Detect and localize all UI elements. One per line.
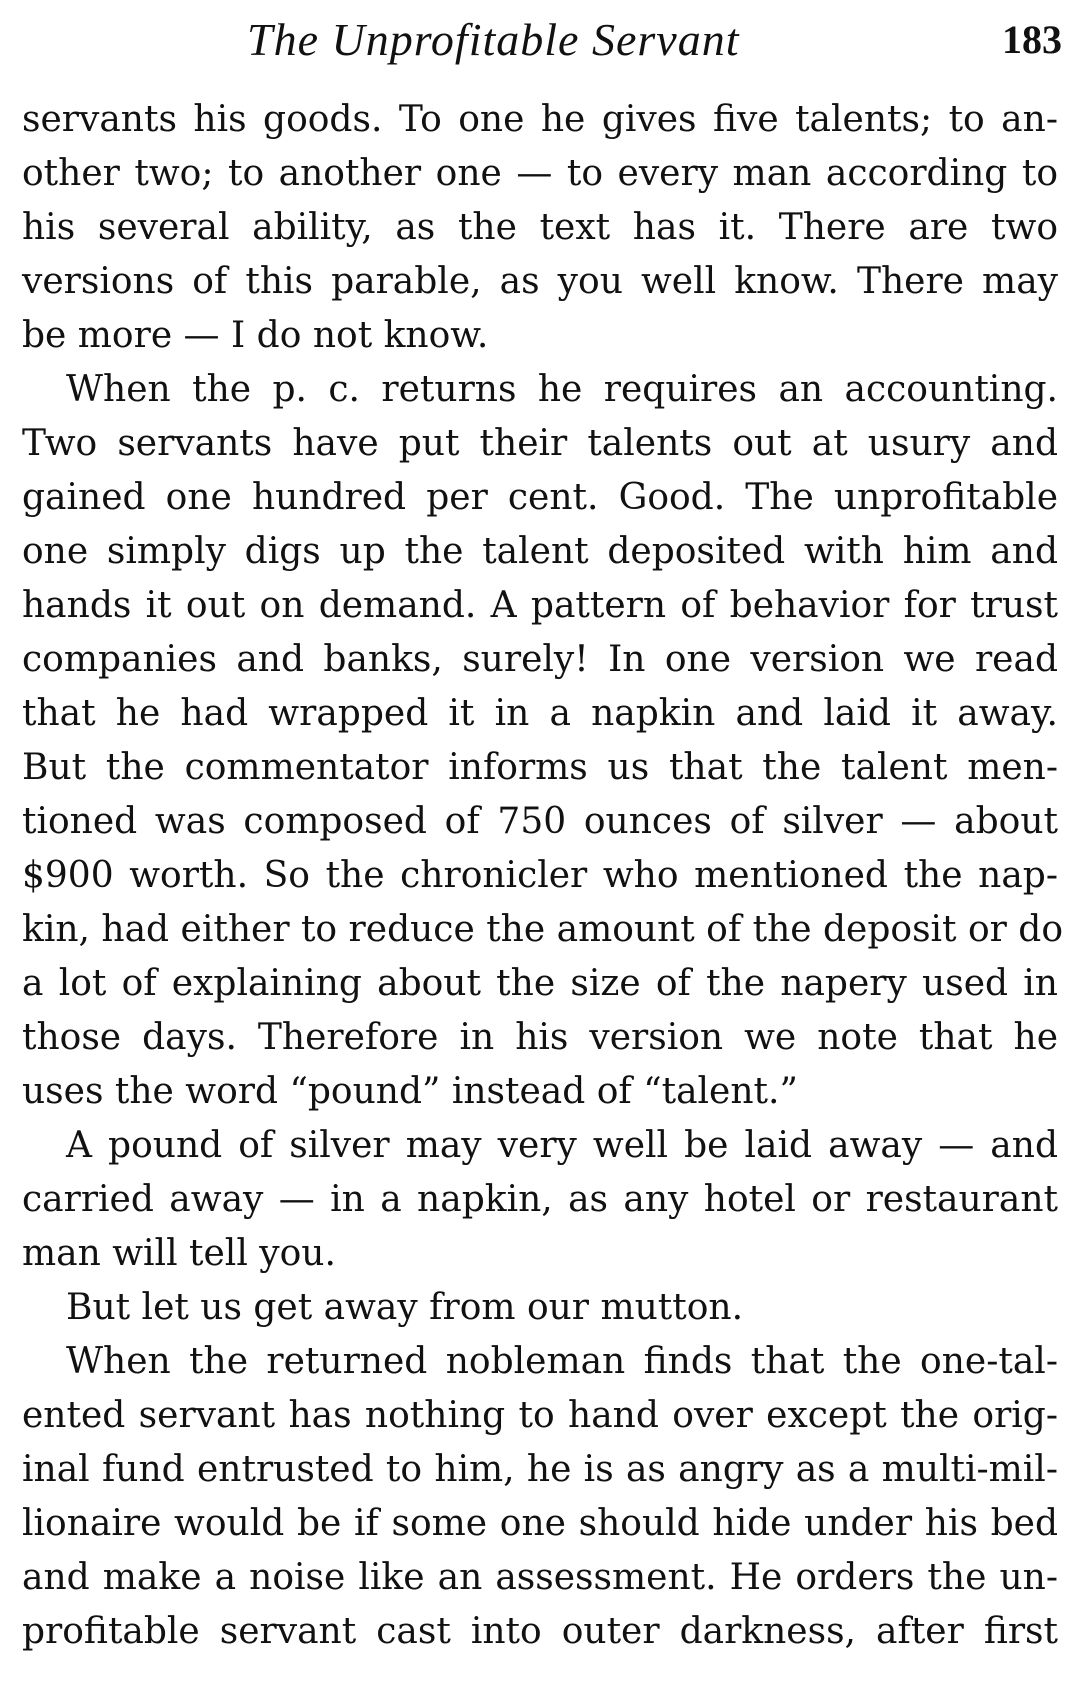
text-line: But the commentator informs us that the talent men- [22, 747, 1058, 788]
text-line: inal fund entrusted to him, he is as angry as a multi-mil- [22, 1449, 1058, 1490]
text-line: But let us get away from our mutton. [66, 1287, 744, 1328]
text-line: companies and banks, surely! In one version we read [22, 639, 1058, 680]
text-line: When the p. c. returns he requires an accounting. [66, 369, 1058, 410]
running-head [22, 12, 1062, 72]
text-line: tioned was composed of 750 ounces of silver — about [22, 801, 1058, 842]
paragraph [22, 93, 1058, 363]
text-line: uses the word “pound” instead of “talent.” [22, 1071, 798, 1112]
page-number: 183 [1002, 17, 1062, 62]
text-line: When the returned nobleman finds that the one-tal- [66, 1341, 1058, 1382]
text-line: that he had wrapped it in a napkin and laid it away. [22, 693, 1058, 734]
text-line: and make a noise like an assessment. He orders the un- [22, 1557, 1058, 1598]
text-line: one simply digs up the talent deposited with him and [22, 531, 1058, 572]
text-line: Two servants have put their talents out at usury and [22, 423, 1058, 464]
body-text [22, 93, 1064, 1659]
text-line: his several ability, as the text has it. There are two [22, 207, 1058, 248]
text-line: those days. Therefore in his version we note that he [22, 1017, 1058, 1058]
text-line: other two; to another one — to every man according to [22, 153, 1058, 194]
text-line: profitable servant cast into outer darkness, after first [22, 1611, 1058, 1652]
text-line: carried away — in a napkin, as any hotel or restaurant [22, 1179, 1058, 1220]
text-line: be more — I do not know. [22, 315, 489, 356]
text-line: ented servant has nothing to hand over except the orig- [22, 1395, 1058, 1436]
paragraph [22, 363, 1064, 1119]
text-line: servants his goods. To one he gives five talents; to an- [22, 99, 1058, 140]
paragraph [22, 1281, 1058, 1335]
text-line: kin, had either to reduce the amount of the deposit or do [22, 909, 1064, 950]
text-line: gained one hundred per cent. Good. The unprofitable [22, 477, 1058, 518]
paragraph [22, 1335, 1058, 1659]
paragraph [22, 1119, 1058, 1281]
text-line: hands it out on demand. A pattern of behavior for trust [22, 585, 1058, 626]
text-line: man will tell you. [22, 1233, 336, 1274]
text-line: $900 worth. So the chronicler who mentioned the nap- [22, 855, 1058, 896]
text-line: lionaire would be if some one should hide under his bed [22, 1503, 1058, 1544]
text-line: A pound of silver may very well be laid away — and [66, 1125, 1058, 1166]
text-line: versions of this parable, as you well know. There may [22, 261, 1058, 302]
text-line: a lot of explaining about the size of the napery used in [22, 963, 1058, 1004]
running-title: The Unprofitable Servant [247, 14, 740, 65]
